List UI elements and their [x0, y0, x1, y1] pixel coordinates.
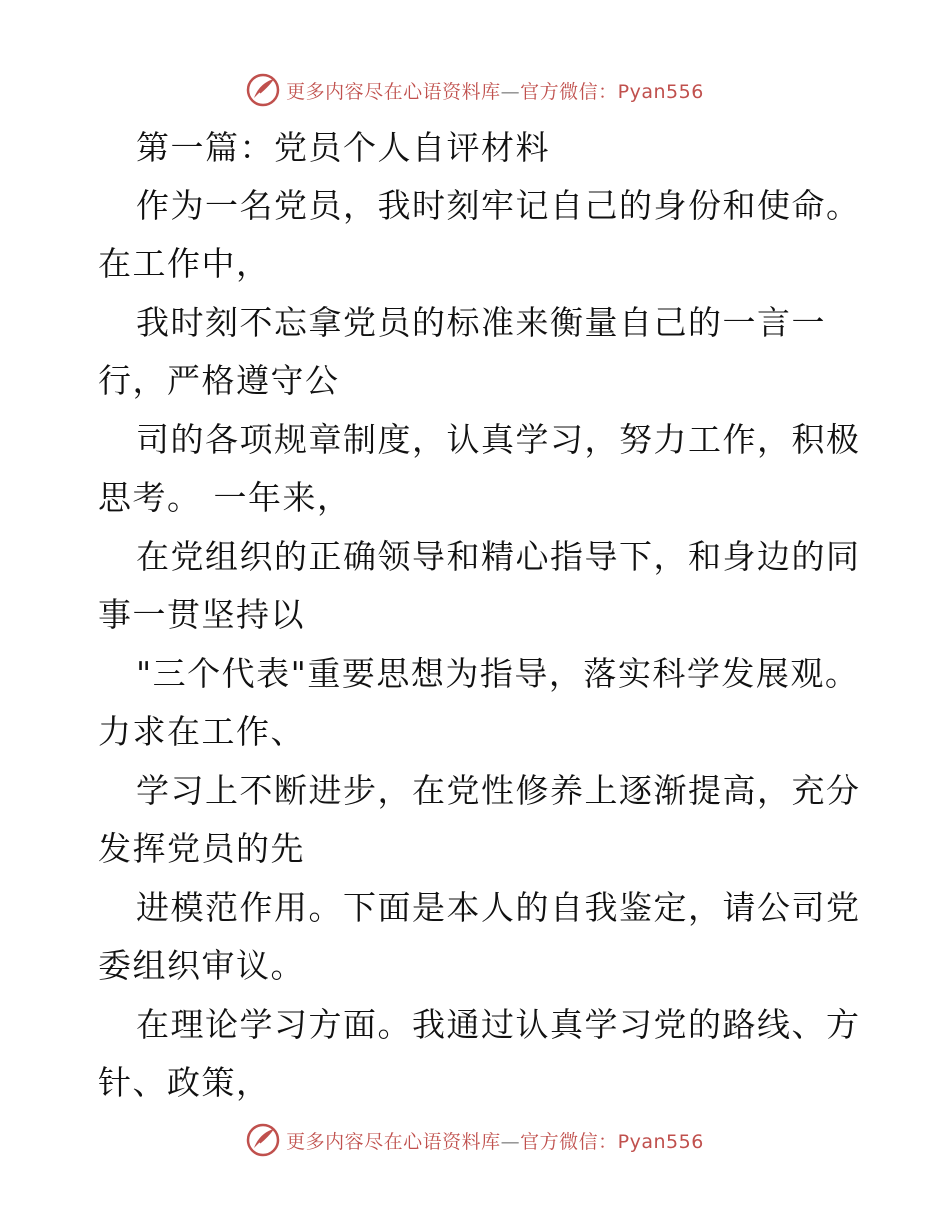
paragraph-line: 思考。 一年来， — [98, 478, 352, 517]
paragraph-line: 事一贯坚持以 — [98, 595, 305, 634]
banner-text — [286, 1127, 704, 1154]
paragraph-line: 针、政策， — [98, 1063, 271, 1102]
paragraph-line: 委组织审议。 — [98, 946, 305, 985]
paragraph-line: 在党组织的正确领导和精心指导下，和身边的同 — [136, 537, 861, 576]
document-title: 第一篇：党员个人自评材料 — [136, 128, 550, 167]
banner-text — [286, 77, 704, 104]
paragraph-line: 在工作中， — [98, 244, 271, 283]
paragraph-line: 学习上不断进步，在党性修养上逐渐提高，充分 — [136, 771, 861, 810]
feather-pen-logo-icon — [246, 1123, 280, 1157]
banner-main-text: 更多内容尽在心语资料库 — [286, 80, 501, 103]
paragraph-line: "三个代表"重要思想为指导，落实科学发展观。 — [136, 654, 860, 693]
paragraph-line: 力求在工作、 — [98, 712, 305, 751]
paragraph-line: 我时刻不忘拿党员的标准来衡量自己的一言一 — [136, 303, 826, 342]
paragraph-line: 进模范作用。下面是本人的自我鉴定，请公司党 — [136, 888, 861, 927]
header-banner — [0, 70, 950, 110]
paragraph-line: 在理论学习方面。我通过认真学习党的路线、方 — [136, 1005, 861, 1044]
paragraph-line: 作为一名党员，我时刻牢记自己的身份和使命。 — [136, 186, 861, 225]
banner-main-text: 更多内容尽在心语资料库 — [286, 1130, 501, 1153]
banner-wechat-text: 官方微信：Pyan556 — [520, 80, 704, 103]
footer-banner — [0, 1120, 950, 1160]
banner-wechat-text: 官方微信：Pyan556 — [520, 1130, 704, 1153]
paragraph-line: 发挥党员的先 — [98, 829, 305, 868]
banner-separator: — — [500, 80, 521, 103]
banner-separator: — — [500, 1130, 521, 1153]
feather-pen-logo-icon — [246, 73, 280, 107]
paragraph-line: 司的各项规章制度，认真学习，努力工作，积极 — [136, 420, 861, 459]
paragraph-line: 行，严格遵守公 — [98, 361, 340, 400]
